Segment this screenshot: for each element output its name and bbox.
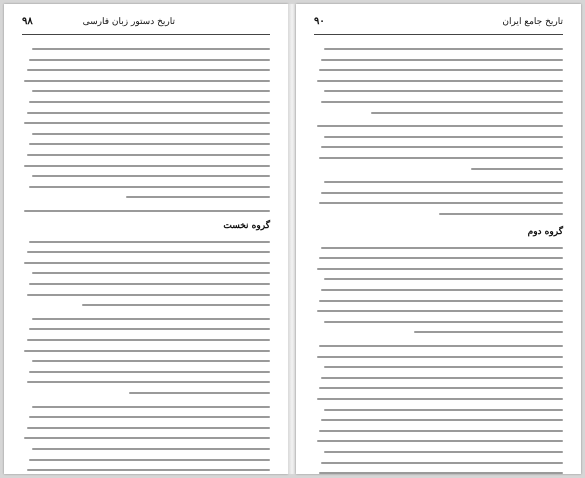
- left-text-line: [32, 360, 270, 362]
- right-text-line: [319, 257, 563, 259]
- right-text-line: [319, 430, 563, 432]
- right-text-line: [319, 472, 563, 474]
- left-text-line: [32, 90, 270, 92]
- right-header-title: تاریخ جامع ایران: [502, 17, 563, 27]
- left-text-line: [29, 416, 270, 418]
- right-text-line: [324, 90, 563, 92]
- right-text-line: [321, 462, 563, 464]
- left-text-line: [29, 186, 270, 188]
- right-page-body: [314, 44, 563, 464]
- left-text-line: [27, 251, 270, 253]
- left-text-line: [32, 175, 270, 177]
- left-text-line: [126, 196, 270, 198]
- left-text-line: [24, 80, 270, 82]
- left-text-line: [32, 448, 270, 450]
- left-text-line: [29, 371, 270, 373]
- right-text-line: [439, 213, 564, 215]
- left-section-heading: گروه نخست: [223, 220, 270, 231]
- left-text-line: [32, 272, 270, 274]
- left-text-line: [27, 69, 270, 71]
- left-text-line: [29, 328, 270, 330]
- left-text-line: [32, 318, 270, 320]
- right-text-line: [371, 112, 563, 114]
- left-text-line: [27, 469, 270, 471]
- right-text-line: [324, 181, 563, 183]
- left-text-line: [27, 112, 270, 114]
- right-text-line: [321, 192, 563, 194]
- right-text-line: [319, 300, 563, 302]
- left-text-line: [29, 59, 270, 61]
- right-text-line: [317, 268, 564, 270]
- left-text-line: [24, 437, 270, 439]
- right-text-line: [319, 387, 563, 389]
- right-text-line: [321, 146, 563, 148]
- right-text-line: [319, 157, 563, 159]
- right-text-line: [321, 101, 563, 103]
- right-text-line: [319, 202, 563, 204]
- right-text-line: [321, 377, 563, 379]
- right-text-line: [317, 125, 564, 127]
- right-text-line: [321, 419, 563, 421]
- left-text-line: [32, 48, 270, 50]
- right-text-line: [319, 345, 563, 347]
- left-page-number: ٩٨: [22, 16, 33, 27]
- left-text-line: [27, 339, 270, 341]
- right-text-line: [414, 331, 563, 333]
- left-text-line: [29, 143, 270, 145]
- left-text-line: [32, 406, 270, 408]
- right-text-line: [324, 366, 563, 368]
- right-text-line: [324, 321, 563, 323]
- left-text-line: [29, 283, 270, 285]
- right-text-line: [471, 168, 563, 170]
- left-text-line: [29, 241, 270, 243]
- left-text-line: [29, 101, 270, 103]
- book-gutter: [288, 4, 296, 474]
- right-text-line: [317, 310, 564, 312]
- left-text-line: [27, 154, 270, 156]
- left-text-line: [24, 210, 270, 212]
- left-page: [4, 4, 288, 474]
- left-header-title: تاریخ دستور زبان فارسی: [82, 17, 175, 27]
- right-text-line: [324, 278, 563, 280]
- right-text-line: [317, 398, 564, 400]
- left-text-line: [24, 122, 270, 124]
- right-text-line: [317, 80, 564, 82]
- right-text-line: [319, 69, 563, 71]
- left-text-line: [82, 304, 270, 306]
- right-section-heading: گروه دوم: [527, 226, 563, 237]
- right-page-number: ٩٠: [314, 16, 325, 27]
- left-text-line: [27, 294, 270, 296]
- right-text-line: [317, 440, 564, 442]
- right-text-line: [321, 59, 563, 61]
- left-text-line: [24, 350, 270, 352]
- left-page-body: [22, 44, 270, 464]
- left-text-line: [24, 262, 270, 264]
- left-text-line: [27, 381, 270, 383]
- left-text-line: [32, 133, 270, 135]
- right-text-line: [324, 409, 563, 411]
- right-text-line: [321, 289, 563, 291]
- right-text-line: [324, 136, 563, 138]
- right-page: [296, 4, 581, 474]
- right-text-line: [324, 48, 563, 50]
- right-text-line: [324, 451, 563, 453]
- right-page-header: [314, 16, 563, 35]
- left-text-line: [27, 427, 270, 429]
- left-text-line: [24, 165, 270, 167]
- left-page-header: [22, 16, 270, 35]
- left-text-line: [29, 459, 270, 461]
- right-text-line: [321, 247, 563, 249]
- left-text-line: [129, 392, 270, 394]
- right-text-line: [317, 356, 564, 358]
